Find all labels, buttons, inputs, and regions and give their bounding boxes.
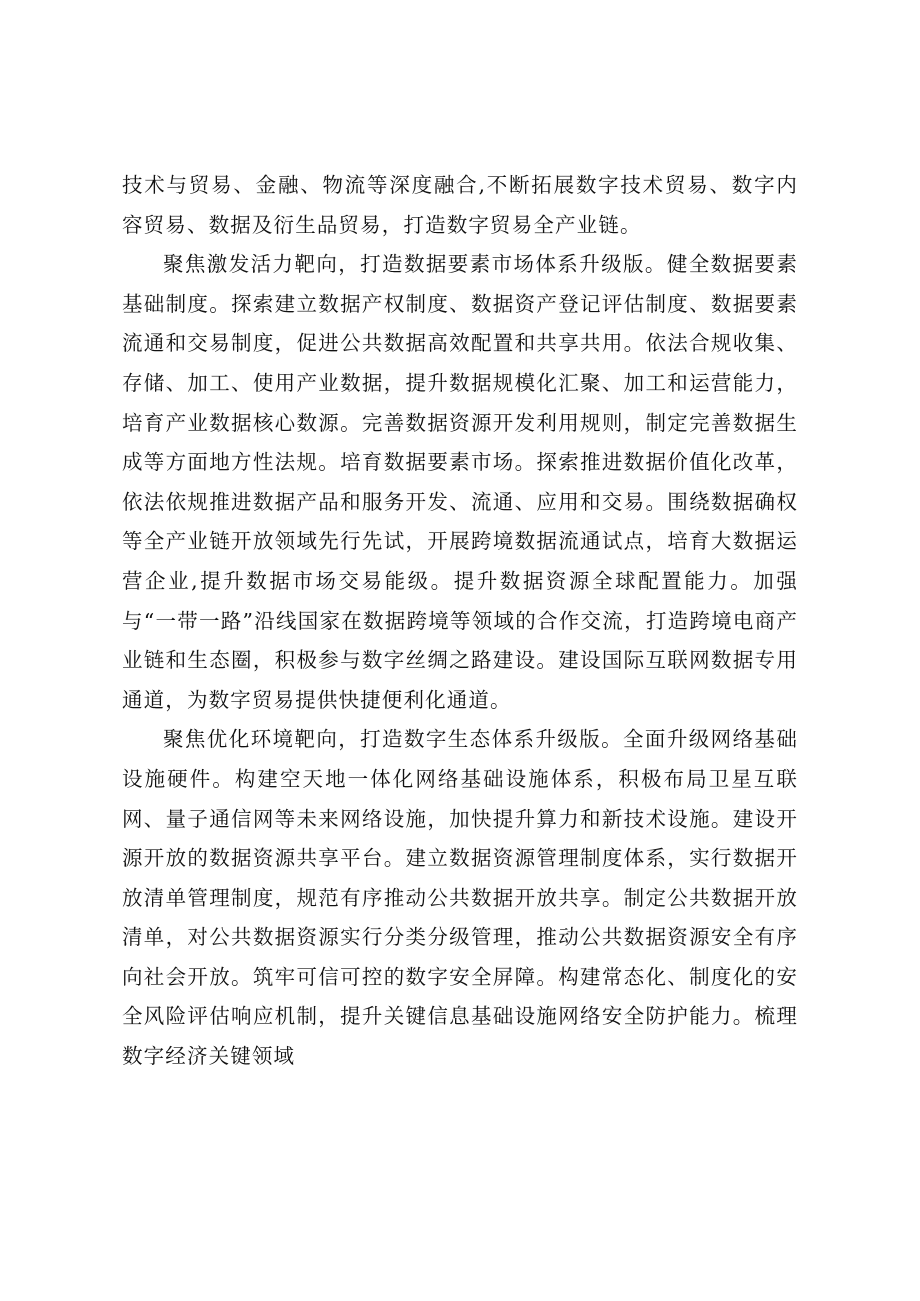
paragraph-digital-ecosystem: 聚焦优化环境靶向，打造数字生态体系升级版。全面升级网络基础设施硬件。构建空天地一体化网络基础设施体系，积极布局卫星互联网、量子通信网等未来网络设施，加快提升算力和新技术设施。建设开源开放的数据资源共享平台。建立数据资源管理制度体系，实行数据开放清单管理制度，规范有序推动公共数据开放共享。制定公共数据开放清单，对公共数据资源实行分类分级管理，推动公共数据资源安全有序向社会开放。筑牢可信可控的数字安全屏障。构建常态化、制度化的安全风险评估响应机制，提升关键信息基础设施网络安全防护能力。梳理数字经济关键领域 (122, 727, 798, 1069)
document-body (122, 166, 798, 1077)
paragraph-continued: 技术与贸易、金融、物流等深度融合,不断拓展数字技术贸易、数字内容贸易、数据及衍生品贸易，打造数字贸易全产业链。 (122, 173, 798, 237)
paragraph-data-market: 聚焦激发活力靶向，打造数据要素市场体系升级版。健全数据要素基础制度。探索建立数据产权制度、数据资产登记评估制度、数据要素流通和交易制度，促进公共数据高效配置和共享共用。依法合规收集、存储、加工、使用产业数据，提升数据规模化汇聚、加工和运营能力，培育产业数据核心数源。完善数据资源开发利用规则，制定完善数据生成等方面地方性法规。培育数据要素市场。探索推进数据价值化改革，依法依规推进数据产品和服务开发、流通、应用和交易。围绕数据确权等全产业链开放领域先行先试，开展跨境数据流通试点，培育大数据运营企业,提升数据市场交易能级。提升数据资源全球配置能力。加强与“一带一路”沿线国家在数据跨境等领域的合作交流，打造跨境电商产业链和生态圈，积极参与数字丝绸之路建设。建设国际互联网数据专用通道，为数字贸易提供快捷便利化通道。 (122, 252, 798, 712)
